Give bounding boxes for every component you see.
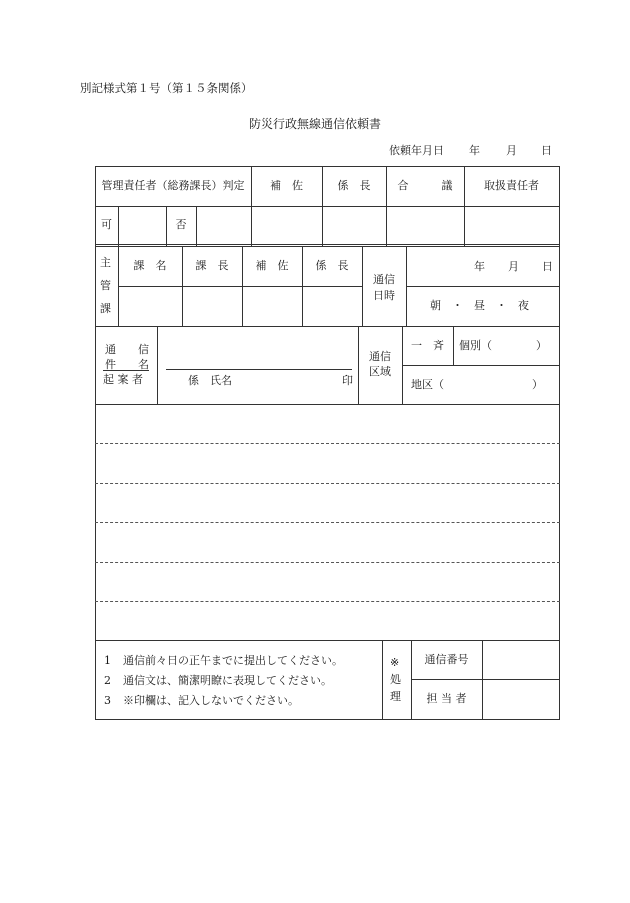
note-1-text: 通信前々日の正午までに提出してください。 [123, 654, 343, 667]
reject-label: 否 [175, 218, 187, 232]
comm-year-label: 年 [474, 260, 485, 273]
comm-subject-line2: 件 名 [105, 358, 149, 371]
request-date-label: 依頼年月日 [389, 144, 444, 157]
section-head-label: 課 長 [195, 259, 229, 273]
primary-dept-char-1: 主 [100, 256, 111, 269]
form-label: 別記様式第１号（第１５条関係） [80, 81, 253, 95]
comm-day-label: 日 [542, 260, 553, 273]
individual-label: 個別（ ） [459, 339, 547, 352]
approve-label: 可 [101, 218, 112, 232]
comm-area-line2: 区域 [369, 365, 391, 378]
processing-char-1: 処 [390, 673, 401, 686]
time-of-day-label: 朝 ・ 昼 ・ 夜 [430, 299, 529, 312]
section-deputy-label: 補 佐 [255, 259, 289, 273]
note-2-number: 2 [104, 674, 111, 687]
comm-datetime-line1: 通信 [373, 273, 395, 286]
drafter-label: 起 案 者 [103, 373, 143, 386]
handler-label: 取扱責任者 [484, 179, 539, 193]
note-3-number: 3 [104, 694, 111, 707]
processing-mark: ※ [390, 656, 400, 669]
consult-label: 合 議 [397, 179, 453, 193]
request-year-label: 年 [469, 144, 480, 157]
deputy-label: 補 佐 [270, 179, 303, 193]
processing-char-2: 理 [390, 690, 401, 703]
request-month-label: 月 [506, 144, 517, 157]
person-in-charge-label: 担 当 者 [426, 692, 467, 706]
district-label: 地区（ ） [411, 378, 543, 391]
comm-datetime-line2: 日時 [373, 289, 395, 302]
section-chief-label: 係 長 [315, 259, 349, 273]
primary-dept-char-3: 課 [100, 302, 111, 315]
dept-name-label: 課 名 [133, 259, 167, 273]
comm-month-label: 月 [508, 260, 519, 273]
document-title: 防災行政無線通信依頼書 [248, 117, 381, 131]
note-1-number: 1 [104, 654, 111, 667]
comm-number-label: 通信番号 [424, 652, 469, 666]
note-3-text: ※印欄は、記入しないでください。 [123, 694, 299, 707]
comm-subject-line1: 通 信 [105, 343, 149, 356]
staff-name-label: 係 氏名 [188, 374, 232, 387]
request-day-label: 日 [541, 144, 552, 157]
note-2-text: 通信文は、簡潔明瞭に表現してください。 [123, 674, 332, 687]
comm-area-line1: 通信 [369, 350, 391, 363]
management-head-label: 管理責任者（総務課長）判定 [101, 179, 245, 193]
primary-dept-char-2: 管 [100, 279, 111, 292]
seal-label: 印 [342, 374, 353, 387]
chief-label: 係 長 [337, 179, 371, 193]
all-at-once-label: 一 斉 [411, 338, 444, 352]
